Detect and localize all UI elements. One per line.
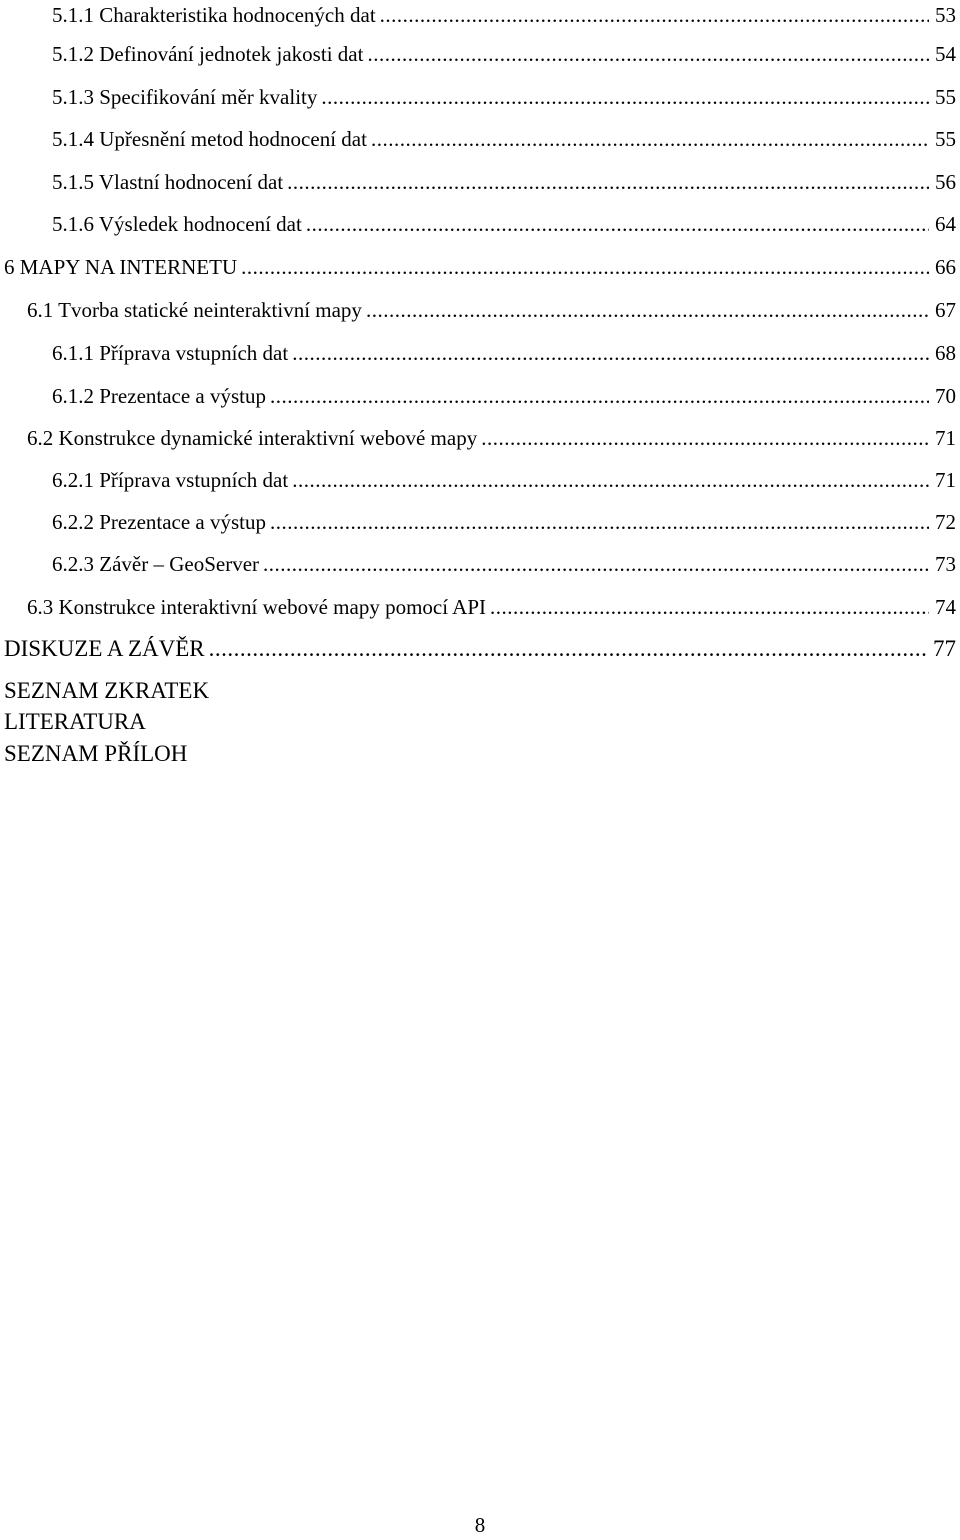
page-number: 8 [474, 1513, 486, 1537]
toc-entry-page: 53 [929, 0, 956, 30]
toc-unnumbered-entry[interactable]: SEZNAM ZKRATEK [4, 678, 210, 703]
toc-entry-title: 5.1.4 Upřesnění metod hodnocení dat [52, 124, 371, 154]
toc-entry-page: 73 [929, 549, 956, 579]
toc-entry-title: 6.2.1 Příprava vstupních dat [52, 465, 292, 495]
toc-dot-leader [241, 252, 929, 282]
toc-entry-page: 77 [927, 634, 956, 664]
toc-entry[interactable] [27, 423, 956, 453]
toc-dot-leader [490, 592, 929, 622]
toc-entry[interactable] [52, 507, 956, 537]
toc-entry[interactable] [52, 39, 956, 69]
toc-entry-title: 6.1.1 Příprava vstupních dat [52, 338, 292, 368]
toc-entry-title: 5.1.2 Definování jednotek jakosti dat [52, 39, 367, 69]
toc-entry-page: 56 [929, 167, 956, 197]
toc-unnumbered-entry[interactable]: SEZNAM PŘÍLOH [4, 741, 188, 766]
toc-entry[interactable] [52, 465, 956, 495]
toc-entry-title: 6.1 Tvorba statické neinteraktivní mapy [27, 295, 366, 325]
toc-dot-leader [367, 39, 929, 69]
toc-dot-leader [263, 549, 929, 579]
toc-entry-page: 72 [929, 507, 956, 537]
toc-entry-title: 6 MAPY NA INTERNETU [4, 252, 241, 282]
toc-entry-title: 5.1.3 Specifikování měr kvality [52, 82, 321, 112]
toc-entry-page: 68 [929, 338, 956, 368]
toc-entry[interactable] [52, 82, 956, 112]
toc-entry-title: 6.2.3 Závěr – GeoServer [52, 549, 263, 579]
toc-entry-page: 66 [929, 252, 956, 282]
toc-entry-page: 70 [929, 381, 956, 411]
toc-entry-page: 55 [929, 82, 956, 112]
toc-entry[interactable] [52, 209, 956, 239]
toc-entry[interactable] [52, 381, 956, 411]
toc-dot-leader [481, 423, 929, 453]
toc-entry[interactable] [52, 549, 956, 579]
toc-entry[interactable] [52, 338, 956, 368]
toc-dot-leader [306, 209, 929, 239]
toc-entry-page: 64 [929, 209, 956, 239]
toc-entry[interactable] [4, 634, 956, 664]
toc-dot-leader [366, 295, 929, 325]
toc-entry[interactable] [52, 167, 956, 197]
toc-entry[interactable] [27, 592, 956, 622]
toc-entry-title: 5.1.6 Výsledek hodnocení dat [52, 209, 306, 239]
toc-entry-title: 6.3 Konstrukce interaktivní webové mapy pomocí API [27, 592, 490, 622]
toc-dot-leader [321, 82, 929, 112]
toc-entry-title: 6.2 Konstrukce dynamické interaktivní webové mapy [27, 423, 481, 453]
toc-entry-page: 71 [929, 423, 956, 453]
toc-entry-page: 55 [929, 124, 956, 154]
toc-entry[interactable] [27, 295, 956, 325]
toc-dot-leader [292, 338, 929, 368]
toc-dot-leader [292, 465, 929, 495]
toc-dot-leader [270, 507, 929, 537]
toc-dot-leader [270, 381, 929, 411]
toc-dot-leader [371, 124, 929, 154]
toc-entry-page: 54 [929, 39, 956, 69]
toc-unnumbered-entry[interactable]: LITERATURA [4, 709, 146, 734]
toc-entry-page: 74 [929, 592, 956, 622]
toc-entry-page: 71 [929, 465, 956, 495]
toc-entry-title: DISKUZE A ZÁVĚR [4, 634, 209, 664]
toc-entry-title: 6.2.2 Prezentace a výstup [52, 507, 270, 537]
toc-dot-leader [380, 0, 929, 30]
toc-entry-page: 67 [929, 295, 956, 325]
toc-entry[interactable] [52, 0, 956, 30]
toc-entry-title: 6.1.2 Prezentace a výstup [52, 381, 270, 411]
toc-dot-leader [287, 167, 929, 197]
toc-entry[interactable] [4, 252, 956, 282]
toc-entry-title: 5.1.5 Vlastní hodnocení dat [52, 167, 287, 197]
toc-dot-leader [209, 634, 927, 664]
toc-entry[interactable] [52, 124, 956, 154]
toc-entry-title: 5.1.1 Charakteristika hodnocených dat [52, 0, 380, 30]
